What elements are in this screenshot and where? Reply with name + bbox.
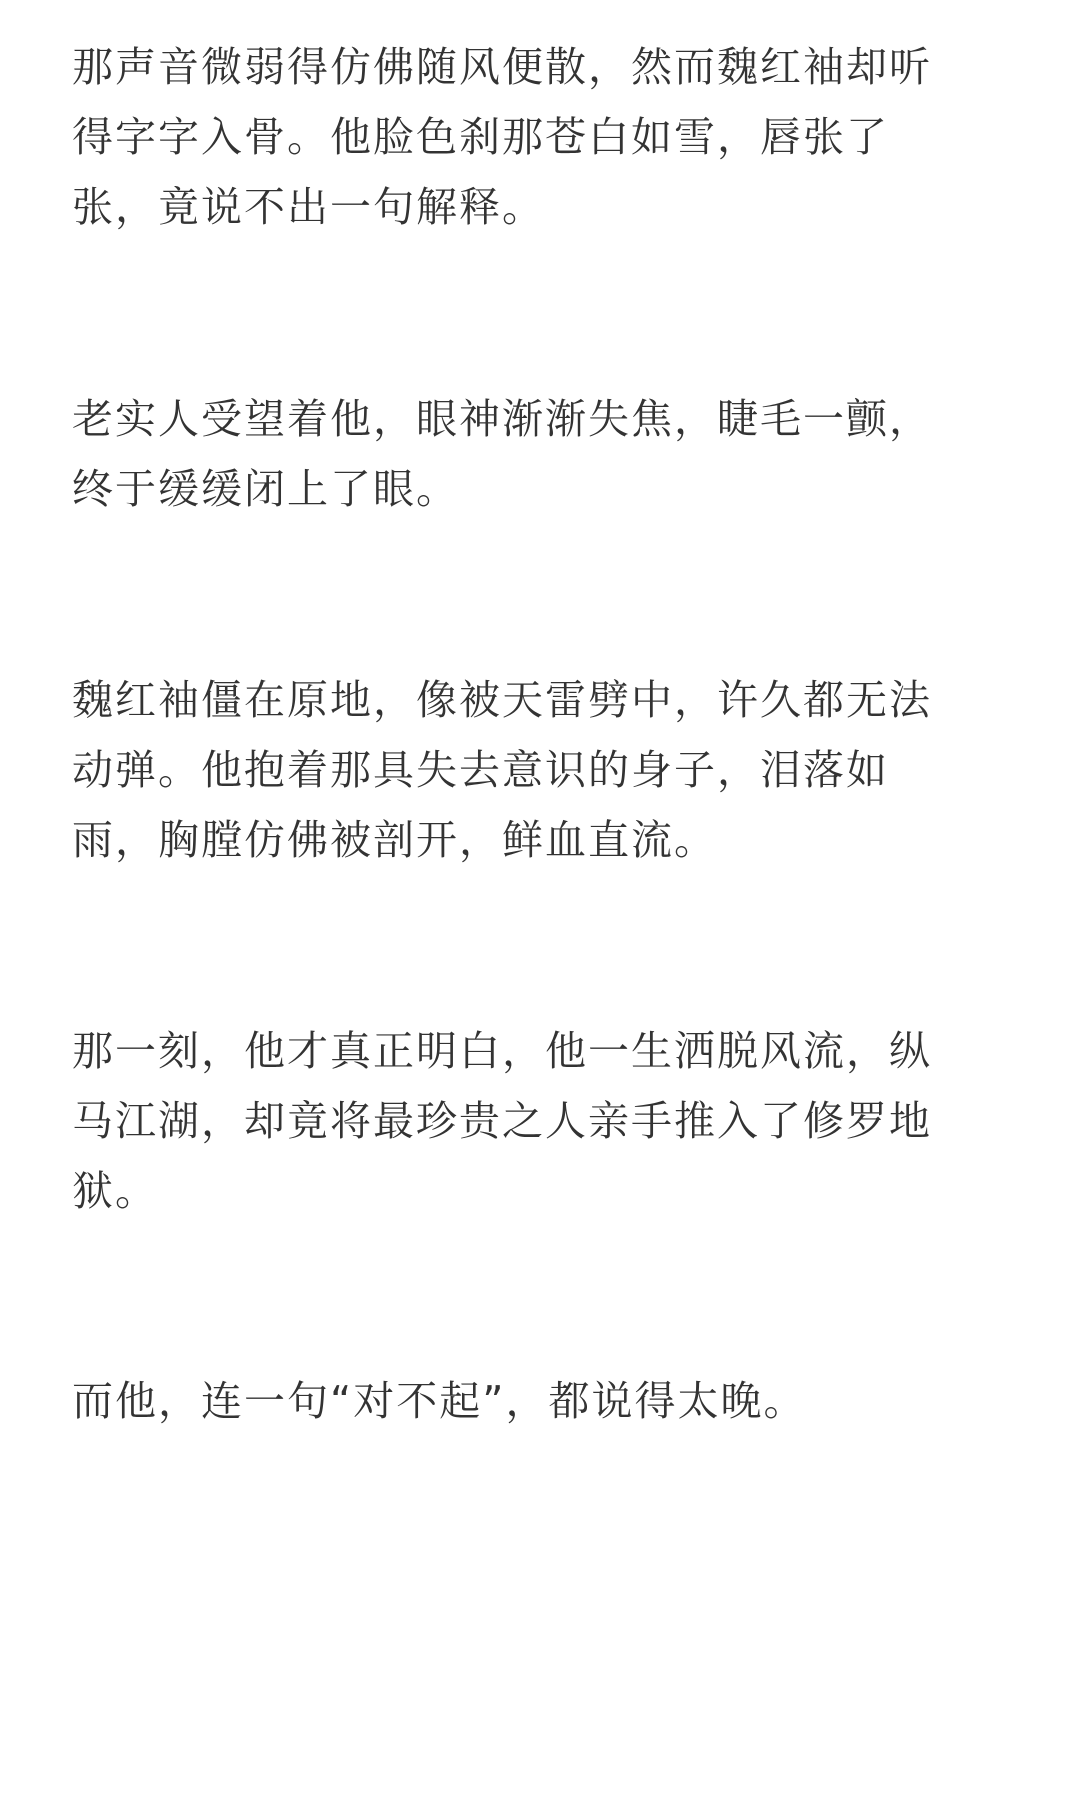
paragraph: 而他，连一句“对不起”，都说得太晚。 [72, 1377, 807, 1425]
paragraph: 魏红袖僵在原地，像被天雷劈中，许久都无法 动弹。他抱着那具失去意识的身子，泪落如 雨，胸膛仿佛被剖开，鲜血直流。 [72, 676, 932, 864]
paragraph: 老实人受望着他，眼神渐渐失焦，睫毛一颤， 终于缓缓闭上了眼。 [72, 395, 932, 513]
paragraph: 那一刻，他才真正明白，他一生洒脱风流，纵 马江湖，却竟将最珍贵之人亲手推入了修罗地 狱。 [72, 1027, 932, 1215]
paragraph: 那声音微弱得仿佛随风便散，然而魏红袖却听 得字字入骨。他脸色刹那苍白如雪，唇张了 张，竟说不出一句解释。 [72, 43, 932, 231]
